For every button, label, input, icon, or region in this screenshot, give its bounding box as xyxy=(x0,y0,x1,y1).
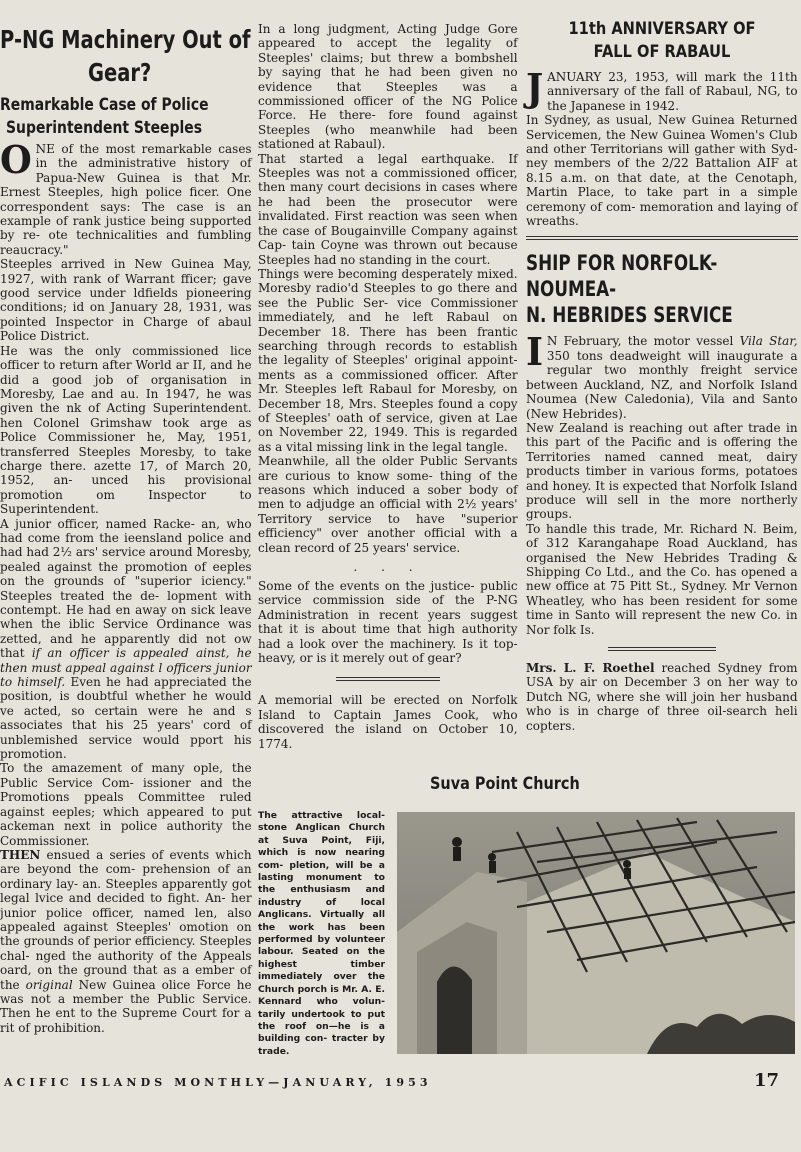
ship-headline-line3: N. HEBRIDES SERVICE xyxy=(526,303,733,328)
column-news xyxy=(526,18,798,733)
paragraph: THEN ensued a series of events which are beyond the com- prehension of an ordinary lay- an. Steeples apparently got legal lvice and decided to fight. An- her junior police officer, named len, also appealed against Steeples' omotion on the grounds of perior efficiency. Steeples chal- nged the authority of the Appeals oard, on the ground that as a ember of the original New Guinea olice Force he was not a member the Public Service. Then he ent to the Supreme Court for a rit of prohibition. xyxy=(0,846,252,1035)
photo-caption: The attractive local-stone Anglican Church at Suva Point, Fiji, which is now nearing com- pletion, will be a lasting monument to the enthusiasm and industry of local Anglicans. Virtually all the work has been performed by volunteer labour. Seated on the highest timber immediately over the Church porch is Mr. A. E. Kennard who volun- tarily undertook to put the roof on—he is a building con- tracter by trade. xyxy=(258,810,385,1057)
paragraph: That started a legal earthquake. If Steeples was not a commissioned officer, then many court decisions in cases where he had been the prosecutor were invalidated. First reaction was seen when the case of Bougainville Company against Cap- tain Coyne was thrown out because Steeples had no standing in the court. xyxy=(258,150,518,267)
paragraph: He was the only commissioned lice officer to return after World ar II, and he did a good job of organisation in Moresby, Lae and au. In 1947, he was given the nk of Acting Superintendent. hen Colonel Grimshaw took arge as Police Commissioner he, May, 1951, transferred Steeples Moresby, to take charge there. azette 17, of March 20, 1952, an- unced his provisional promotion om Inspector to Superintendent. xyxy=(0,342,252,517)
divider xyxy=(608,647,717,651)
ship-headline-line2: NOUMEA- xyxy=(526,277,617,302)
paragraph: A junior officer, named Racke- an, who had come from the ieensland police and had had 2½ ars' service around Moresby, pealed against the promotion of eeples on the grounds of "superior iciency." Steeples treated the de- lopment with contempt. He had en away on sick leave when the iblic Service Ordinance was zetted, and he apparently did not ow that if an officer is appealed ainst, he then must appeal against l officers junior to himself. Even he had appreciated the position, is doubtful whether he would ve acted, so certain were he and s associates that his 25 years' cord of unblemished service would pport his promotion. xyxy=(0,515,252,762)
paragraph: ONE of the most remarkable cases in the administrative history of Papua-New Guinea is that Mr. Ernest Steeples, high police ficer. One correspondent says: The case is an example of rank justice being supported by re- ote technicalities and fumbling reaucracy." xyxy=(0,137,252,257)
church-roof-illustration xyxy=(397,812,795,1054)
paragraph: New Zealand is reaching out after trade in this part of the Pacific and is offering the Territories named canned meat, dairy products timber in various forms, potatoes and honey. It is expected that Norfolk Island produce will sell in the more northerly groups. xyxy=(526,419,798,522)
drop-cap: J xyxy=(526,65,544,110)
paragraph: In Sydney, as usual, New Guinea Returned Servicemen, the New Guinea Women's Club and other Territorians will gather with Syd- ney members of the 2/22 Battalion AIF at 8.15 a.m. on that date, at the Cenotaph, Martin Place, to take part in a simple ceremony of com- memoration and laying of wreaths. xyxy=(526,112,798,229)
divider xyxy=(526,236,798,240)
anniversary-title: 11th ANNIVERSARY OF xyxy=(568,19,756,39)
page-number: 17 xyxy=(753,1070,779,1091)
ship-headline: SHIP FOR NORFOLK- xyxy=(526,251,718,276)
page-footer xyxy=(0,1068,801,1098)
article-headline: P-NG Machinery Out of xyxy=(0,25,251,54)
article-continued xyxy=(258,22,518,751)
paragraph: Meanwhile, all the older Public Servants are curious to know some- thing of the reasons which induced a sober body of men to adjudge an official with 2½ years' Territory service to have "superior efficiency" over another official with a clean record of 25 years' service. xyxy=(258,453,518,555)
paragraph: In a long judgment, Acting Judge Gore appeared to accept the legality of Steeples' claims; but threw a bombshell by saying that he had been given no evidence that Steeples was a commissioned officer of the NG Police Force. He there- fore found against Steeples (who meanwhile had been stationed at Rabaul). xyxy=(258,21,518,152)
divider xyxy=(336,677,440,681)
article-subheadline-line2: Superintendent Steeples xyxy=(6,118,203,138)
paragraph: To handle this trade, Mr. Richard N. Beim, of 312 Karangahape Road Auckland, has organised the New Hebrides Trading & Shipping Co Ltd., and the Co. has opened a new office at 75 Pitt St., Sydney. Mr Vernon Wheatley, who has been resident for some time in Santo will represent the new Co. in Nor folk Is. xyxy=(526,520,798,637)
church-photo xyxy=(397,812,795,1054)
article-subheadline: Remarkable Case of Police xyxy=(0,95,209,115)
article-steeples xyxy=(0,0,252,1035)
paragraph: I N February, the motor vessel Vila Star, 350 tons deadweight will inaugurate a regular two monthly freight service between Auckland, NZ, and Norfolk Island Noumea (New Caledonia), Vila and Santo (New Hebrides). xyxy=(526,329,798,421)
paragraph: JANUARY 23, 1953, will mark the 11th anniversary of the fall of Rabaul, NG, to the Japanese in 1942. xyxy=(526,65,798,113)
section-dots: . . . xyxy=(353,560,423,575)
publication-line: ACIFIC ISLANDS MONTHLY—JANUARY, 1953 xyxy=(4,1076,432,1089)
paragraph: Things were becoming desperately mixed. Moresby radio'd Steeples to go there and see the Public Ser- vice Commissioner immediately, and he left Rabaul on December 18. There has been frantic searching through records to establish the legality of Steeples' original appoint- ments as a commissioned officer. After Mr. Steeples left Rabaul for Moresby, on December 18, Mrs. Steeples found a copy of Steeples' oath of service, given at Lae on November 22, 1949. This is regarded as a vital missing link in the legal tangle. xyxy=(258,265,518,454)
paragraph: Some of the events on the justice- public service commission side of the P-NG Administration in recent years suggest that it is about time that high authority had a look over the machinery. Is it top-heavy, or is it merely out of gear? xyxy=(258,578,518,666)
paragraph: To the amazement of many ople, the Public Service Com- issioner and the Promotions ppeals Committee ruled against eeples; which appeared to put ackeman next in police authority the Commissioner. xyxy=(0,760,252,848)
paragraph-roethel: Mrs. L. F. Roethel reached Sydney from USA by air on December 3 on her way to Dutch NG, where she will join her husband who is in charge of three oil-search heli copters. xyxy=(526,660,798,733)
paragraph-memorial: A memorial will be erected on Norfolk Island to Captain James Cook, who discovered the island on October 10, 1774. xyxy=(258,692,518,751)
photo-title: Suva Point Church xyxy=(430,774,580,794)
anniversary-title-line2: FALL OF RABAUL xyxy=(593,42,731,62)
drop-cap: O xyxy=(0,137,32,182)
drop-cap: I xyxy=(526,329,544,375)
paragraph: Steeples arrived in New Guinea May, 1927, with rank of Warrant fficer; gave good service under ldfields pioneering conditions; id on January 28, 1931, was pointed Inspector in Charge of abaul Police District. xyxy=(0,256,252,344)
article-headline-line2: Gear? xyxy=(88,58,152,87)
